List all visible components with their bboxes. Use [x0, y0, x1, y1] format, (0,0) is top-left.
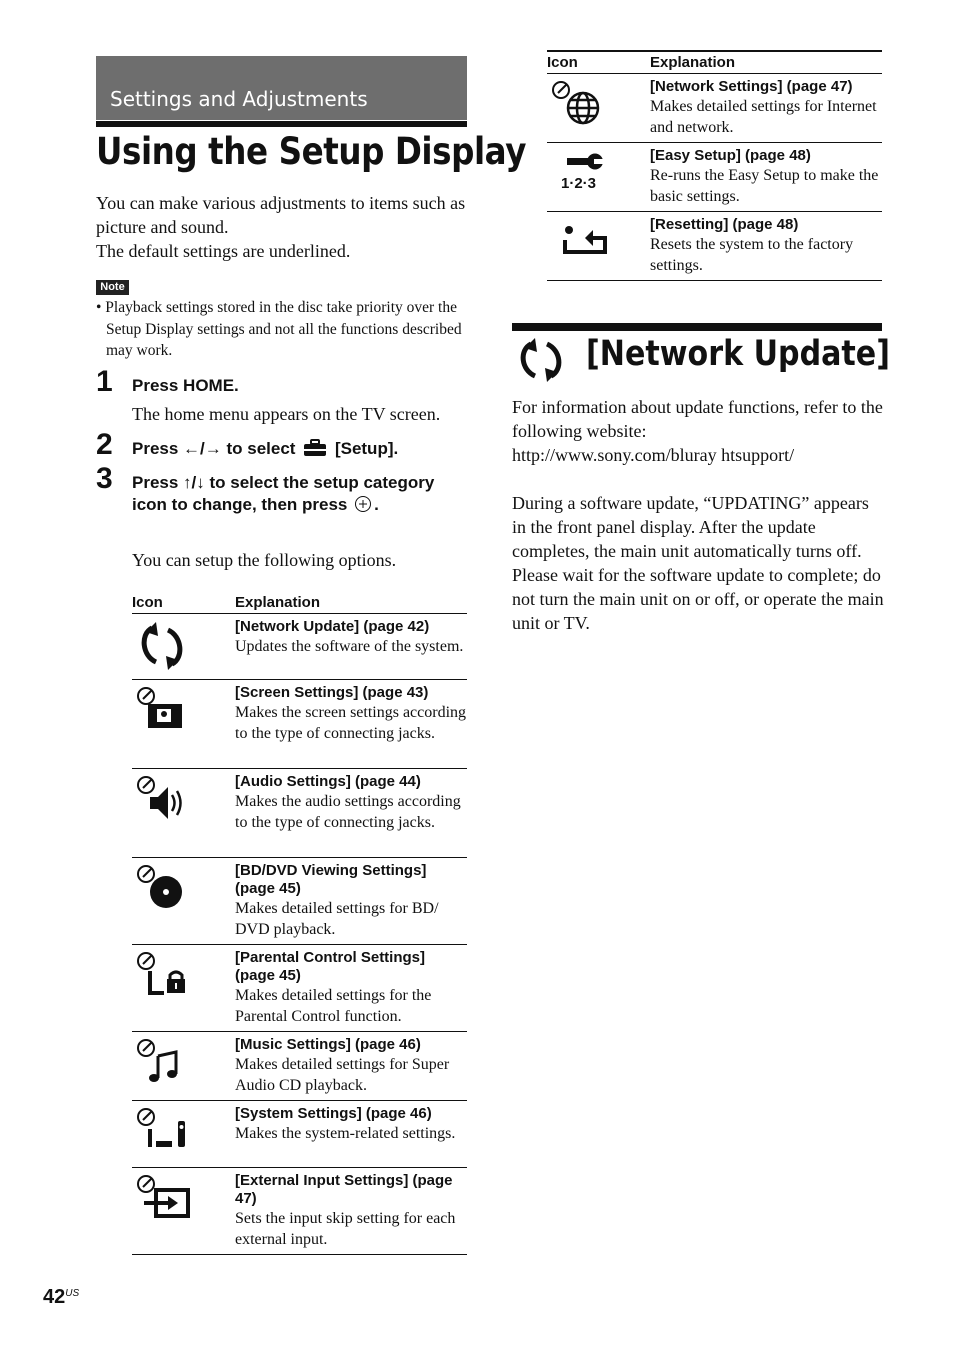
note-badge: Note — [96, 280, 129, 295]
header-rule — [96, 121, 467, 127]
icon-column-header: Icon — [547, 51, 650, 74]
step-3-number: 3 — [96, 462, 113, 495]
row-desc: Makes the screen settings according to the type of connecting jacks. — [235, 704, 467, 742]
external-input-icon — [132, 1172, 235, 1222]
row-desc: Makes the audio settings according to the type of connecting jacks. — [235, 793, 461, 831]
network-update-heading-icon — [513, 336, 569, 384]
section-header-bar — [96, 56, 467, 120]
step-1-number: 1 — [96, 365, 113, 398]
row-title: [Screen Settings] (page 43) — [235, 684, 429, 701]
table-header-row — [132, 592, 467, 614]
table-row — [132, 1168, 467, 1255]
network-update-icon — [132, 618, 235, 674]
support-url: http://www.sony.com/bluray htsupport/ — [512, 445, 795, 465]
explanation-column-header: Explanation — [650, 51, 882, 74]
row-title: [Music Settings] (page 46) — [235, 1036, 421, 1053]
network-update-para-2: During a software update, “UPDATING” appears in the front panel display. After the update completes, the main unit automatically turns off. Please wait for the software update to complete; do not turn the main unit on or off, or operate the main unit or TV. — [512, 493, 884, 633]
row-desc: Makes the system-related settings. — [235, 1125, 456, 1142]
table-row — [132, 1032, 467, 1101]
step-2-text — [132, 438, 398, 460]
row-desc: Makes detailed settings for the Parental Control function. — [235, 987, 432, 1025]
reset-icon — [547, 216, 650, 262]
step-1-sub: The home menu appears on the TV screen. — [132, 404, 441, 424]
row-title: [Parental Control Settings] (page 45) — [235, 949, 426, 984]
options-table-left — [132, 592, 467, 1255]
table-header-row — [547, 51, 882, 74]
row-title: [System Settings] (page 46) — [235, 1105, 432, 1122]
enter-button-icon — [354, 495, 372, 513]
step-2-text-b: [Setup]. — [334, 439, 399, 458]
disc-settings-icon — [132, 862, 235, 912]
table-row — [132, 858, 467, 945]
step-3-text — [132, 472, 467, 516]
audio-settings-icon — [132, 773, 235, 823]
table-row — [132, 1101, 467, 1168]
row-desc: Resets the system to the factory settings. — [650, 236, 854, 274]
table-row — [132, 680, 467, 769]
note-text — [96, 297, 468, 362]
row-desc: Sets the input skip setting for each external input. — [235, 1210, 456, 1248]
section-header-label: Settings and Adjustments — [110, 87, 368, 111]
page-number-suffix: US — [65, 1288, 80, 1299]
step-2-number: 2 — [96, 428, 113, 461]
network-globe-icon — [547, 78, 650, 130]
table-row — [547, 212, 882, 281]
table-row — [132, 769, 467, 858]
note-bullet: • Playback settings stored in the disc take priority over the Setup Display settings and not all the functions described may work. — [96, 299, 462, 359]
parental-lock-icon — [132, 949, 235, 999]
page-number — [43, 1286, 79, 1309]
row-title: [External Input Settings] (page 47) — [235, 1172, 453, 1207]
toolbox-icon — [303, 439, 327, 457]
system-settings-icon — [132, 1105, 235, 1155]
explanation-column-header: Explanation — [235, 592, 467, 614]
page-number-value: 42 — [43, 1286, 66, 1308]
row-title: [Easy Setup] (page 48) — [650, 147, 811, 164]
music-note-icon — [132, 1036, 235, 1086]
easy-setup-icon-label: 1·2·3 — [561, 175, 597, 192]
screen-settings-icon — [132, 684, 235, 734]
options-intro: You can setup the following options. — [132, 550, 397, 570]
row-title: [Audio Settings] (page 44) — [235, 773, 421, 790]
icon-column-header: Icon — [132, 592, 235, 614]
step-3-text-b: . — [374, 495, 379, 514]
row-title: [Resetting] (page 48) — [650, 216, 799, 233]
network-update-heading: [Network Update] — [586, 334, 890, 374]
step-1-text: Press HOME. — [132, 376, 239, 395]
row-desc: Makes detailed settings for BD/ DVD playback. — [235, 900, 439, 938]
step-2-text-a: Press ←/→ to select — [132, 439, 296, 458]
network-update-body — [512, 395, 884, 635]
table-row — [132, 945, 467, 1032]
easy-setup-icon — [547, 147, 607, 192]
row-desc: Re-runs the Easy Setup to make the basic settings. — [650, 167, 879, 205]
intro-line-1: You can make various adjustments to items such as picture and sound. — [96, 193, 466, 237]
row-title: [Network Settings] (page 47) — [650, 78, 853, 95]
row-title: [Network Update] (page 42) — [235, 618, 430, 635]
step-3-text-a: Press ↑/↓ to select the setup category icon to change, then press — [132, 473, 435, 514]
row-desc: Makes detailed settings for Internet and network. — [650, 98, 877, 136]
row-desc: Updates the software of the system. — [235, 638, 464, 655]
table-row — [132, 614, 467, 680]
options-table-right — [547, 50, 882, 281]
table-row — [547, 74, 882, 143]
intro-paragraph — [96, 191, 468, 263]
row-desc: Makes detailed settings for Super Audio CD playback. — [235, 1056, 450, 1094]
network-update-para-1: For information about update functions, refer to the following website: — [512, 397, 883, 441]
section-rule — [512, 323, 882, 331]
row-title: [BD/DVD Viewing Settings] (page 45) — [235, 862, 427, 897]
page-title: Using the Setup Display — [96, 130, 527, 173]
table-row — [547, 143, 882, 212]
intro-line-2: The default settings are underlined. — [96, 241, 351, 261]
